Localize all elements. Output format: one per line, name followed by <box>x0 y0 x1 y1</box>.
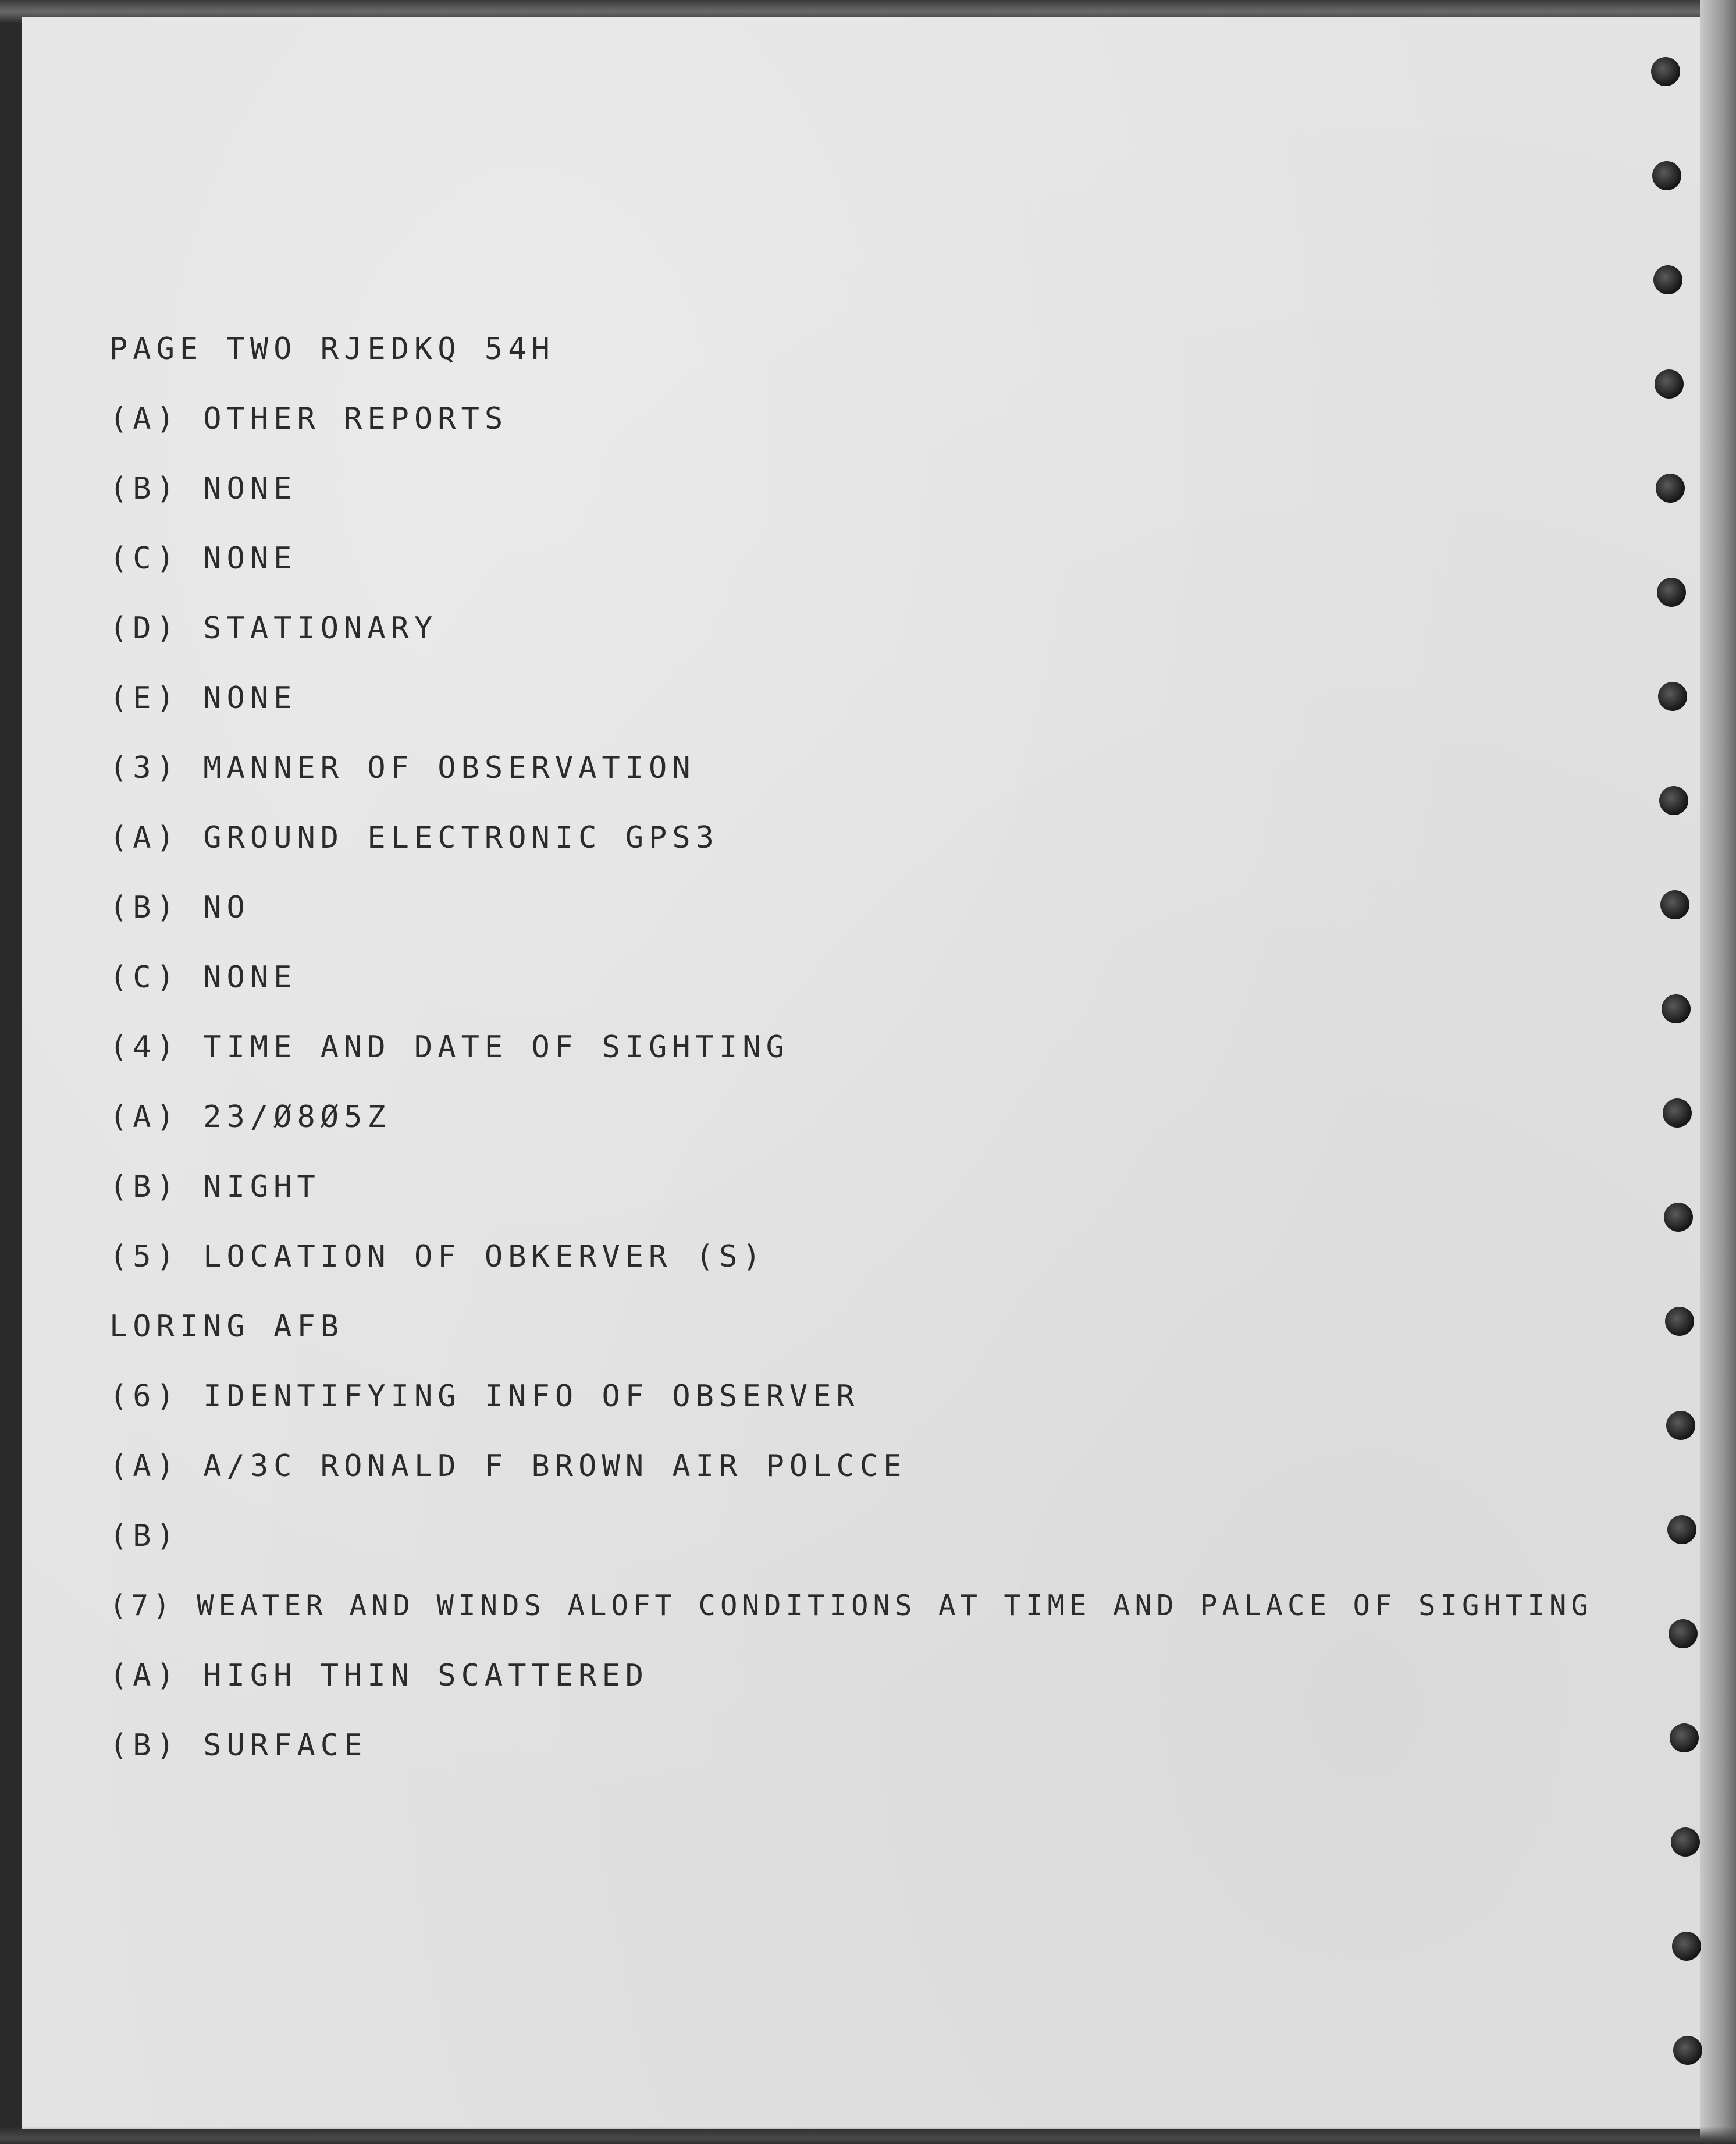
document-line: (A) 23/Ø8Ø5Z <box>109 1100 391 1135</box>
document-line: (B) SURFACE <box>109 1728 368 1763</box>
document-line: (D) STATIONARY <box>109 611 438 646</box>
page-header-line: PAGE TWO RJEDKQ 54H <box>109 332 555 367</box>
document-line: (B) NO <box>109 890 250 925</box>
scan-bottom-edge <box>0 2127 1736 2144</box>
section-heading-line: (7) WEATER AND WINDS ALOFT CONDITIONS AT TIME AND PALACE OF SIGHTING <box>109 1589 1593 1622</box>
sprocket-hole-icon <box>1664 1203 1693 1232</box>
sprocket-hole-icon <box>1658 682 1687 711</box>
sprocket-hole-icon <box>1671 1827 1700 1857</box>
sprocket-hole-icon <box>1651 57 1680 86</box>
section-heading-line: (4) TIME AND DATE OF SIGHTING <box>109 1030 789 1065</box>
scan-right-edge <box>1700 0 1736 2144</box>
sprocket-hole-icon <box>1657 578 1686 607</box>
document-line: (B) NONE <box>109 471 297 506</box>
document-line: (A) OTHER REPORTS <box>109 401 508 436</box>
sprocket-hole-icon <box>1660 890 1689 919</box>
document-line: (B) <box>109 1519 180 1553</box>
section-heading-line: (3) MANNER OF OBSERVATION <box>109 751 696 785</box>
sprocket-hole-icon <box>1659 786 1688 815</box>
document-line: (E) NONE <box>109 681 297 716</box>
sprocket-hole-icon <box>1655 369 1684 399</box>
teletype-page <box>22 17 1700 2129</box>
document-line: (C) NONE <box>109 960 297 995</box>
sprocket-hole-icon <box>1662 994 1691 1023</box>
sprocket-hole-icon <box>1653 265 1682 294</box>
sprocket-hole-icon <box>1666 1411 1695 1440</box>
sprocket-hole-icon <box>1663 1098 1692 1128</box>
sprocket-hole-icon <box>1673 2036 1702 2065</box>
sprocket-hole-icon <box>1670 1723 1699 1752</box>
sprocket-hole-icon <box>1669 1619 1698 1648</box>
document-line: (A) GROUND ELECTRONIC GPS3 <box>109 820 719 855</box>
sprocket-hole-icon <box>1672 1932 1701 1961</box>
document-line: (B) NIGHT <box>109 1169 321 1204</box>
sprocket-hole-icon <box>1652 161 1681 190</box>
document-line: (A) HIGH THIN SCATTERED <box>109 1658 649 1693</box>
section-heading-line: (5) LOCATION OF OBKERVER (S) <box>109 1239 766 1274</box>
sprocket-hole-icon <box>1667 1515 1696 1544</box>
document-line: (C) NONE <box>109 541 297 576</box>
document-line: (A) A/3C RONALD F BROWN AIR POLCCE <box>109 1449 907 1484</box>
section-heading-line: (6) IDENTIFYING INFO OF OBSERVER <box>109 1379 860 1414</box>
document-line: LORING AFB <box>109 1309 344 1344</box>
sprocket-hole-icon <box>1656 474 1685 503</box>
sprocket-hole-icon <box>1665 1307 1694 1336</box>
